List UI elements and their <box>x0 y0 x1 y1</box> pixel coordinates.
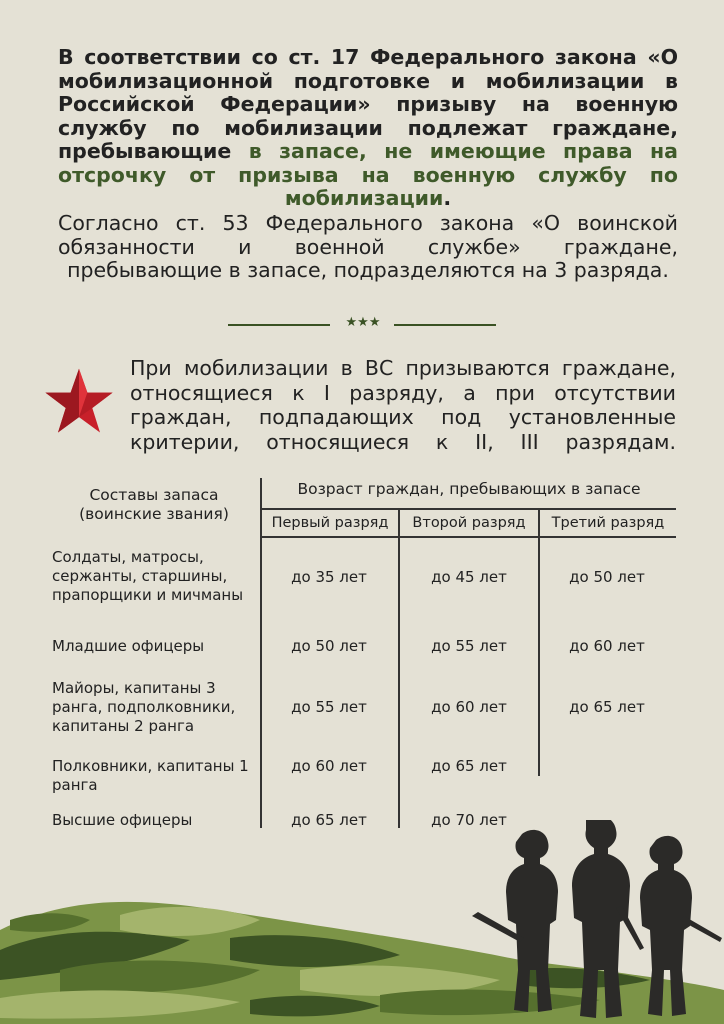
table-cell: до 60 лет <box>569 637 645 655</box>
table-row-label: Полковники, капитаны 1 ранга <box>52 757 249 794</box>
divider-stars: ★★★ <box>345 315 381 330</box>
table-cell: до 50 лет <box>569 568 645 586</box>
table-cell: до 65 лет <box>291 811 367 829</box>
reserve-age-table <box>52 478 676 838</box>
mobilization-paragraph: При мобилизации в ВС призываются граждане, относящиеся к I разряду, а при отсутствии граждан, подпадающих под установленные критерии, относящиеся к II, III разрядам. <box>130 356 676 454</box>
column-line-3 <box>538 510 540 776</box>
categories-paragraph: Согласно ст. 53 Федерального закона «О воинской обязанности и военной службе» граждане, пребывающие в запасе, подразделяются на 3 разряда. <box>58 211 678 282</box>
table-row-label: Солдаты, матросы, сержанты, старшины, прапорщики и мичманы <box>52 548 244 604</box>
table-cell: до 60 лет <box>431 698 507 716</box>
group-header-age: Возраст граждан, пребывающих в запасе <box>297 480 641 498</box>
column-line-1 <box>260 478 262 828</box>
header-divider <box>260 508 676 510</box>
subheader-first: Первый разряд <box>271 515 389 531</box>
table-cell: до 65 лет <box>431 757 507 775</box>
intro-end: . <box>443 186 452 210</box>
subheader-third: Третий разряд <box>551 515 665 531</box>
camouflage-soldiers-illustration <box>0 820 724 1024</box>
table-row-label: Младшие офицеры <box>52 637 205 655</box>
column-line-2 <box>398 510 400 828</box>
table-cell: до 55 лет <box>431 637 507 655</box>
intro-highlight: в запасе, не имеющие права на отсрочку от призыва на военную службу по мобилизации <box>58 139 678 210</box>
table-row-label: Майоры, капитаны 3 ранга, подполковники, капитаны 2 ранга <box>52 679 236 735</box>
red-star-icon <box>44 366 114 436</box>
table-cell: до 55 лет <box>291 698 367 716</box>
table-cell: до 65 лет <box>569 698 645 716</box>
table-cell: до 70 лет <box>431 811 507 829</box>
table-cell: до 50 лет <box>291 637 367 655</box>
table-cell: до 35 лет <box>291 568 367 586</box>
divider-left <box>228 324 330 326</box>
table-row-label: Высшие офицеры <box>52 811 193 829</box>
header-bottom-line <box>260 536 676 538</box>
subheader-second: Второй разряд <box>412 515 526 531</box>
table-cell: до 45 лет <box>431 568 507 586</box>
col-header-ranks: Составы запаса (воинские звания) <box>79 486 229 523</box>
table-cell: до 60 лет <box>291 757 367 775</box>
intro-paragraph <box>58 46 678 211</box>
divider-right <box>394 324 496 326</box>
intro-text: В соответствии со ст. 17 Федерального закона «О мобилизационной подготовке и мобилизации в Российской Федерации» призыву на военную службу по мобилизации подлежат граждане, пребывающие <box>58 45 678 163</box>
